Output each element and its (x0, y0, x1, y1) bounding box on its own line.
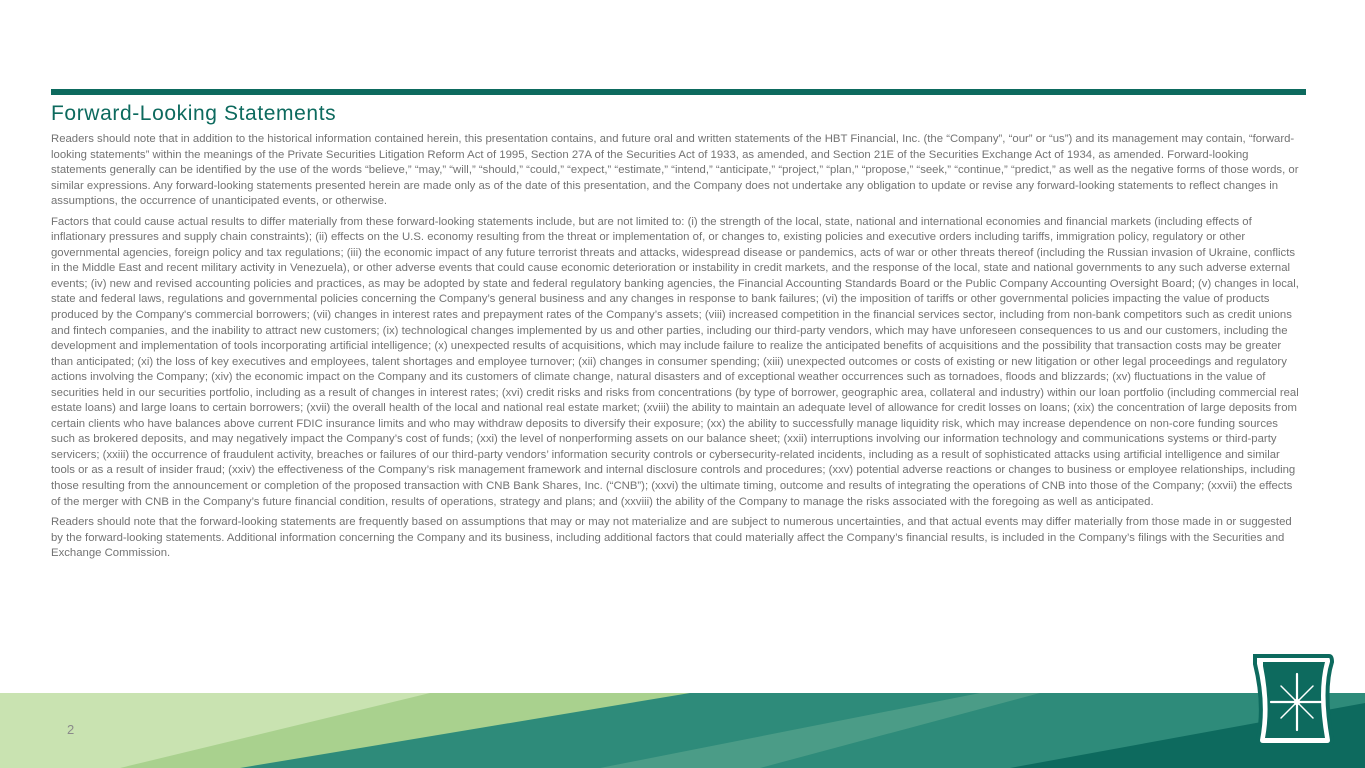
page-title: Forward-Looking Statements (51, 102, 337, 125)
paragraph-forward-looking-intro: Readers should note that in addition to the historical information contained herein, this presentation contains, and future oral and written statements of the HBT Financial, Inc. (the “Company”, “our” or “us”) and its management may contain, “forward-looking statements” within the meanings of the Private Securities Litigation Reform Act of 1995, Section 27A of the Securities Act of 1933, as amended, and Section 21E of the Securities Exchange Act of 1934, as amended. Forward-looking statements generally can be identified by the use of the words “believe,” “may,” “will,” “should,” “could,” “expect,” “estimate,” “intend,” “anticipate,” “project,” “plan,” “propose,” “seek,” “continue,” “predict,” as well as the negative forms of those words, or similar expressions. Any forward-looking statements presented herein are made only as of the date of this presentation, and the Company does not undertake any obligation to update or revise any forward-looking statements to reflect changes in assumptions, the occurrence of unanticipated events, or otherwise. (51, 133, 1299, 208)
title-rule (51, 89, 1306, 95)
page-number: 2 (67, 722, 75, 737)
footer-band (0, 693, 1365, 768)
paragraph-risk-factors: Factors that could cause actual results to differ materially from these forward-looking statements include, but are not limited to: (i) the strength of the local, state, national and international economies and financial markets (including effects of inflationary pressures and supply chain constraints); (ii) effects on the U.S. economy resulting from the threat or implementation of, or changes to, existing policies and executive orders including tariffs, immigration policy, regulatory or other governmental agencies, foreign policy and tax regulations; (iii) the economic impact of any future terrorist threats and attacks, widespread disease or pandemics, acts of war or other threats thereof (including the Russian invasion of Ukraine, conflicts in the Middle East and recent military activity in Venezuela), or other adverse events that could cause economic deterioration or instability in credit markets, and the response of the local, state and national governments to any such adverse external events; (iv) new and revised accounting policies and practices, as may be adopted by state and federal regulatory banking agencies, the Financial Accounting Standards Board or the Public Company Accounting Oversight Board; (v) changes in local, state and federal laws, regulations and governmental policies concerning the Company’s general business and any changes in response to bank failures; (vi) the imposition of tariffs or other governmental policies impacting the value of products produced by the Company's commercial borrowers; (vii) changes in interest rates and prepayment rates of the Company’s assets; (viii) increased competition in the financial services sector, including from non-bank competitors such as credit unions and fintech companies, and the inability to attract new customers; (ix) technological changes implemented by us and other parties, including our third-party vendors, which may have unforeseen consequences to us and our customers, including the development and implementation of tools incorporating artificial intelligence; (x) unexpected results of acquisitions, which may include failure to realize the anticipated benefits of acquisitions and the possibility that transaction costs may be greater than anticipated; (xi) the loss of key executives and employees, talent shortages and employee turnover; (xii) changes in consumer spending; (xiii) unexpected outcomes or costs of existing or new litigation or other legal proceedings and regulatory actions involving the Company; (xiv) the economic impact on the Company and its customers of climate change, natural disasters and of exceptional weather occurrences such as tornadoes, floods and blizzards; (xv) fluctuations in the value of securities held in our securities portfolio, including as a result of changes in interest rates; (xvi) credit risks and risks from concentrations (by type of borrower, geographic area, collateral and industry) within our loan portfolio (including commercial real estate loans) and large loans to certain borrowers; (xvii) the overall health of the local and national real estate market; (xviii) the ability to maintain an adequate level of allowance for credit losses on loans; (xix) the concentration of large deposits from certain clients who have balances above current FDIC insurance limits and who may withdraw deposits to diversify their exposure; (xx) the ability to successfully manage liquidity risk, which may increase dependence on non-core funding sources such as brokered deposits, and may negatively impact the Company’s cost of funds; (xxi) the level of nonperforming assets on our balance sheet; (xxii) interruptions involving our information technology and communications systems or third-party servicers; (xxiii) the occurrence of fraudulent activity, breaches or failures of our third-party vendors’ information security controls or cybersecurity-related incidents, including as a result of sophisticated attacks using artificial intelligence and similar tools or as a result of insider fraud; (xxiv) the effectiveness of the Company’s risk management framework and internal disclosure controls and procedures; (xxv) potential adverse reactions or changes to business or employee relationships, including those resulting from the announcement or completion of the proposed transaction with CNB Bank Shares, Inc. (“CNB”); (xxvi) the ultimate timing, outcome and results of integrating the operations of CNB into those of the Company; (xxvii) the effects of the merger with CNB in the Company’s future financial condition, results of operations, strategy and plans; and (xxviii) the ability of the Company to manage the risks associated with the foregoing as well as anticipated. (51, 215, 1299, 508)
disclaimer-body (51, 132, 1301, 567)
company-logo (1251, 652, 1335, 748)
paragraph-assumptions: Readers should note that the forward-looking statements are frequently based on assumptions that may or may not materialize and are subject to numerous uncertainties, and that actual events may differ materially from those made in or suggested by the forward-looking statements. Additional information concerning the Company and its business, including additional factors that could materially affect the Company’s financial results, is included in the Company’s filings with the Securities and Exchange Commission. (51, 516, 1292, 560)
logo-star-center (1294, 699, 1300, 705)
